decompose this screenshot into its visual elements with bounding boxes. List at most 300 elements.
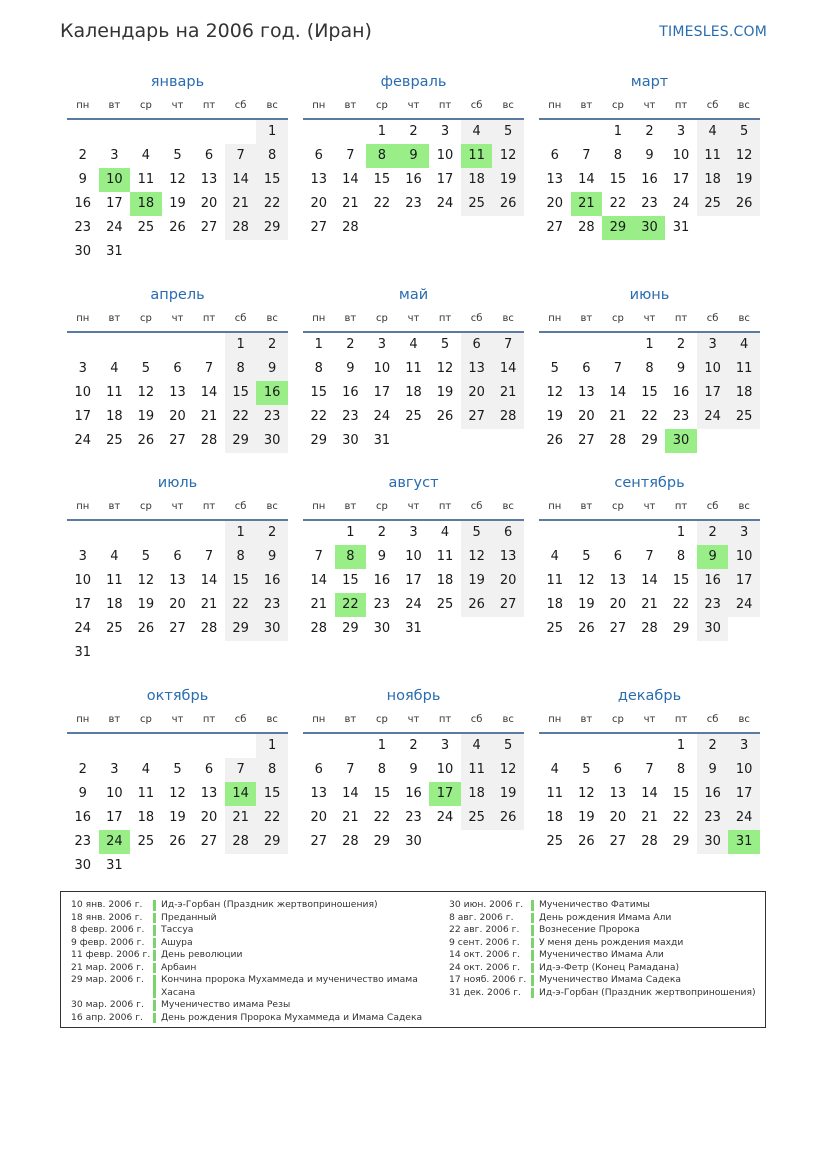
legend-row bbox=[71, 949, 446, 962]
day-cell: 7 bbox=[582, 148, 591, 163]
legend-date: 8 февр. 2006 г. bbox=[71, 924, 145, 935]
day-cell: 21 bbox=[225, 192, 257, 216]
empty-day-cell bbox=[571, 333, 603, 357]
day-cell: 1 bbox=[377, 124, 387, 139]
holiday-marker bbox=[153, 950, 156, 961]
day-cell: 8 bbox=[335, 545, 367, 569]
day-cell: 1 bbox=[256, 120, 288, 144]
weekday-label: вс bbox=[738, 313, 750, 324]
empty-day-cell bbox=[461, 830, 493, 854]
week-row bbox=[539, 806, 760, 830]
day-cell: 9 bbox=[256, 357, 288, 381]
day-cell: 13 bbox=[169, 573, 186, 588]
week-row bbox=[67, 381, 288, 405]
day-cell: 26 bbox=[492, 806, 524, 830]
empty-day-cell bbox=[162, 734, 194, 758]
weekday-header bbox=[539, 495, 760, 521]
day-cell: 10 bbox=[728, 758, 760, 782]
weekday-label: вс bbox=[738, 714, 750, 725]
legend-holiday-name: У меня день рождения махди bbox=[539, 936, 684, 948]
day-cell: 28 bbox=[225, 216, 257, 240]
day-cell: 27 bbox=[546, 220, 564, 235]
day-cell: 23 bbox=[405, 196, 422, 211]
day-cell: 11 bbox=[461, 144, 493, 168]
day-cell: 16 bbox=[697, 569, 729, 593]
day-cell: 21 bbox=[225, 806, 257, 830]
weekday-label: пн bbox=[76, 313, 90, 324]
day-cell: 22 bbox=[256, 192, 288, 216]
day-cell: 11 bbox=[546, 786, 564, 801]
day-cell: 23 bbox=[672, 409, 690, 424]
day-cell: 25 bbox=[461, 192, 493, 216]
site-link[interactable]: TIMESLES.COM bbox=[659, 24, 767, 40]
day-cell: 6 bbox=[173, 361, 182, 376]
day-cell: 6 bbox=[314, 148, 323, 163]
day-cell: 8 bbox=[645, 361, 654, 376]
day-cell: 30 bbox=[634, 216, 666, 240]
day-cell: 13 bbox=[546, 172, 564, 187]
day-cell: 23 bbox=[697, 806, 729, 830]
day-cell: 31 bbox=[672, 220, 690, 235]
day-cell: 27 bbox=[169, 433, 186, 448]
empty-day-cell bbox=[67, 120, 99, 144]
legend-holiday-name: Мученичество имама Резы bbox=[161, 999, 291, 1010]
empty-day-cell bbox=[99, 734, 131, 758]
weekday-header bbox=[303, 307, 524, 333]
holiday-marker bbox=[153, 1000, 156, 1011]
week-row bbox=[539, 521, 760, 545]
day-cell: 21 bbox=[342, 196, 359, 211]
week-row bbox=[539, 333, 760, 357]
weekday-label: чт bbox=[407, 313, 420, 324]
day-cell: 30 bbox=[256, 429, 288, 453]
weekday-label: пн bbox=[76, 714, 90, 725]
day-cell: 30 bbox=[373, 621, 391, 636]
day-cell: 11 bbox=[106, 573, 123, 588]
day-cell: 15 bbox=[672, 573, 690, 588]
weekday-label: пн bbox=[76, 100, 90, 111]
day-cell: 1 bbox=[256, 734, 288, 758]
empty-day-cell bbox=[429, 617, 461, 641]
day-cell: 10 bbox=[436, 148, 454, 163]
day-cell: 20 bbox=[200, 196, 218, 211]
week-row bbox=[67, 240, 288, 264]
week-row bbox=[539, 429, 760, 453]
weekday-label: ср bbox=[139, 501, 152, 512]
day-cell: 31 bbox=[106, 244, 123, 259]
day-cell: 17 bbox=[74, 597, 92, 612]
holiday-marker bbox=[153, 975, 156, 998]
day-cell: 2 bbox=[676, 337, 686, 352]
week-row bbox=[67, 854, 288, 878]
day-cell: 30 bbox=[74, 858, 92, 873]
page-title: Календарь на 2006 год. (Иран) bbox=[60, 20, 372, 42]
day-cell: 2 bbox=[256, 333, 288, 357]
weekday-label: вс bbox=[502, 714, 514, 725]
day-cell: 19 bbox=[728, 168, 760, 192]
day-cell: 5 bbox=[173, 762, 182, 777]
holiday-marker bbox=[531, 988, 534, 999]
week-row bbox=[539, 120, 760, 144]
day-cell: 11 bbox=[461, 758, 493, 782]
month-block bbox=[67, 70, 288, 264]
day-cell: 1 bbox=[645, 337, 654, 352]
weekday-header bbox=[539, 307, 760, 333]
day-cell: 6 bbox=[613, 549, 623, 564]
month-name: август bbox=[388, 475, 439, 491]
day-cell: 27 bbox=[461, 405, 493, 429]
day-cell: 17 bbox=[106, 196, 123, 211]
weekday-label: сб bbox=[234, 501, 247, 512]
day-cell: 8 bbox=[676, 549, 686, 564]
month-block bbox=[303, 283, 524, 453]
empty-day-cell bbox=[303, 521, 335, 545]
day-cell: 21 bbox=[641, 597, 658, 612]
day-cell: 25 bbox=[137, 220, 155, 235]
legend-holiday-name: День революции bbox=[161, 949, 243, 960]
day-cell: 4 bbox=[461, 734, 493, 758]
day-cell: 30 bbox=[697, 830, 729, 854]
day-cell: 1 bbox=[346, 525, 355, 540]
empty-day-cell bbox=[99, 333, 131, 357]
day-cell: 25 bbox=[461, 806, 493, 830]
day-cell: 11 bbox=[106, 385, 123, 400]
legend-row bbox=[71, 937, 446, 950]
day-cell: 29 bbox=[310, 433, 328, 448]
day-cell: 22 bbox=[373, 810, 391, 825]
day-cell: 19 bbox=[137, 409, 155, 424]
day-cell: 26 bbox=[728, 192, 760, 216]
day-cell: 18 bbox=[461, 168, 493, 192]
day-cell: 3 bbox=[697, 333, 729, 357]
weekday-label: вт bbox=[580, 100, 593, 111]
week-row bbox=[539, 830, 760, 854]
day-cell: 6 bbox=[492, 521, 524, 545]
day-cell: 24 bbox=[728, 593, 760, 617]
day-cell: 2 bbox=[78, 148, 87, 163]
month-block bbox=[67, 283, 288, 453]
weekday-header bbox=[67, 307, 288, 333]
day-cell: 12 bbox=[578, 786, 595, 801]
week-row bbox=[303, 734, 524, 758]
day-cell: 2 bbox=[697, 734, 729, 758]
day-cell: 26 bbox=[578, 621, 595, 636]
week-row bbox=[67, 830, 288, 854]
day-cell: 18 bbox=[106, 597, 123, 612]
weekday-header bbox=[303, 94, 524, 120]
day-cell: 13 bbox=[461, 357, 493, 381]
empty-day-cell bbox=[697, 216, 729, 240]
day-cell: 10 bbox=[106, 786, 123, 801]
day-cell: 23 bbox=[641, 196, 658, 211]
day-cell: 3 bbox=[728, 734, 760, 758]
day-cell: 10 bbox=[697, 357, 729, 381]
day-cell: 17 bbox=[106, 810, 123, 825]
legend-row bbox=[71, 999, 446, 1012]
day-cell: 24 bbox=[405, 597, 422, 612]
day-cell: 20 bbox=[492, 569, 524, 593]
day-cell: 17 bbox=[672, 172, 690, 187]
day-cell: 1 bbox=[225, 521, 257, 545]
legend-date: 11 февр. 2006 г. bbox=[71, 949, 151, 960]
day-cell: 14 bbox=[310, 573, 328, 588]
empty-day-cell bbox=[571, 521, 603, 545]
day-cell: 20 bbox=[578, 409, 595, 424]
day-cell: 11 bbox=[546, 573, 564, 588]
weekday-label: ср bbox=[375, 501, 388, 512]
weekday-label: вс bbox=[738, 501, 750, 512]
month-name: март bbox=[630, 74, 669, 90]
weekday-label: сб bbox=[470, 313, 483, 324]
week-row bbox=[303, 168, 524, 192]
day-cell: 22 bbox=[310, 409, 328, 424]
day-cell: 16 bbox=[74, 810, 92, 825]
empty-day-cell bbox=[728, 216, 760, 240]
day-cell: 7 bbox=[613, 361, 623, 376]
day-cell: 19 bbox=[169, 810, 186, 825]
legend-row bbox=[71, 899, 446, 912]
holiday-marker bbox=[531, 975, 534, 986]
week-row bbox=[67, 168, 288, 192]
holiday-marker bbox=[531, 925, 534, 936]
legend-holiday-name: Ид-э-Горбан (Праздник жертвоприношения) bbox=[539, 986, 756, 998]
week-row bbox=[539, 381, 760, 405]
day-cell: 16 bbox=[373, 573, 391, 588]
empty-day-cell bbox=[366, 216, 398, 240]
day-cell: 17 bbox=[697, 381, 729, 405]
legend-date: 14 окт. 2006 г. bbox=[449, 949, 521, 960]
month-name: ноябрь bbox=[386, 688, 441, 704]
day-cell: 25 bbox=[728, 405, 760, 429]
holiday-legend bbox=[60, 891, 766, 1028]
weekday-label: пн bbox=[312, 714, 326, 725]
weekday-label: вт bbox=[344, 714, 357, 725]
empty-day-cell bbox=[602, 734, 634, 758]
day-cell: 18 bbox=[106, 409, 123, 424]
day-cell: 19 bbox=[137, 597, 155, 612]
day-cell: 22 bbox=[225, 405, 257, 429]
day-cell: 17 bbox=[74, 409, 92, 424]
day-cell: 26 bbox=[492, 192, 524, 216]
day-cell: 10 bbox=[436, 762, 454, 777]
empty-day-cell bbox=[256, 854, 288, 878]
day-cell: 5 bbox=[728, 120, 760, 144]
month-name: октябрь bbox=[146, 688, 209, 704]
day-cell: 13 bbox=[310, 786, 328, 801]
legend-row bbox=[449, 949, 761, 962]
day-cell: 23 bbox=[373, 597, 391, 612]
day-cell: 24 bbox=[672, 196, 690, 211]
day-cell: 23 bbox=[256, 593, 288, 617]
day-cell: 20 bbox=[310, 196, 328, 211]
day-cell: 26 bbox=[436, 409, 454, 424]
day-cell: 21 bbox=[641, 810, 658, 825]
empty-day-cell bbox=[539, 120, 571, 144]
empty-day-cell bbox=[697, 429, 729, 453]
day-cell: 27 bbox=[492, 593, 524, 617]
weekday-label: пт bbox=[438, 714, 452, 725]
holiday-marker bbox=[153, 913, 156, 924]
day-cell: 26 bbox=[546, 433, 564, 448]
day-cell: 20 bbox=[169, 597, 186, 612]
day-cell: 31 bbox=[728, 830, 760, 854]
day-cell: 10 bbox=[74, 573, 92, 588]
week-row bbox=[67, 521, 288, 545]
legend-date: 22 авг. 2006 г. bbox=[449, 924, 520, 935]
day-cell: 8 bbox=[366, 144, 398, 168]
holiday-marker bbox=[153, 963, 156, 974]
day-cell: 28 bbox=[641, 834, 658, 849]
empty-day-cell bbox=[398, 429, 430, 453]
day-cell: 15 bbox=[373, 786, 391, 801]
empty-day-cell bbox=[571, 120, 603, 144]
day-cell: 21 bbox=[200, 409, 218, 424]
day-cell: 15 bbox=[373, 172, 391, 187]
day-cell: 14 bbox=[492, 357, 524, 381]
day-cell: 14 bbox=[641, 786, 658, 801]
day-cell: 14 bbox=[200, 385, 218, 400]
weekday-label: пн bbox=[312, 501, 326, 512]
empty-day-cell bbox=[162, 521, 194, 545]
day-cell: 22 bbox=[225, 593, 257, 617]
month-block bbox=[303, 471, 524, 641]
day-cell: 10 bbox=[728, 545, 760, 569]
empty-day-cell bbox=[67, 521, 99, 545]
day-cell: 9 bbox=[697, 758, 729, 782]
day-cell: 9 bbox=[398, 144, 430, 168]
day-cell: 2 bbox=[409, 738, 418, 753]
weekday-label: вт bbox=[580, 313, 593, 324]
empty-day-cell bbox=[130, 120, 162, 144]
day-cell: 2 bbox=[409, 124, 418, 139]
day-cell: 14 bbox=[342, 786, 359, 801]
day-cell: 31 bbox=[373, 433, 391, 448]
weekday-header bbox=[303, 708, 524, 734]
holiday-marker bbox=[153, 1013, 156, 1024]
week-row bbox=[303, 782, 524, 806]
weekday-label: пт bbox=[674, 714, 688, 725]
month-block bbox=[539, 283, 760, 453]
day-cell: 9 bbox=[256, 545, 288, 569]
week-row bbox=[539, 617, 760, 641]
day-cell: 14 bbox=[578, 172, 595, 187]
day-cell: 3 bbox=[440, 738, 450, 753]
day-cell: 29 bbox=[602, 216, 634, 240]
weekday-label: чт bbox=[171, 313, 184, 324]
day-cell: 5 bbox=[582, 549, 591, 564]
day-cell: 23 bbox=[74, 834, 92, 849]
week-row bbox=[539, 168, 760, 192]
day-cell: 10 bbox=[672, 148, 690, 163]
day-cell: 6 bbox=[582, 361, 591, 376]
month-block bbox=[539, 684, 760, 854]
day-cell: 25 bbox=[405, 409, 422, 424]
empty-day-cell bbox=[602, 521, 634, 545]
empty-day-cell bbox=[461, 216, 493, 240]
week-row bbox=[303, 405, 524, 429]
weekday-label: пт bbox=[202, 313, 216, 324]
month-block bbox=[539, 70, 760, 240]
legend-row bbox=[449, 899, 761, 912]
weekday-label: пт bbox=[202, 501, 216, 512]
week-row bbox=[303, 333, 524, 357]
day-cell: 3 bbox=[440, 124, 450, 139]
weekday-label: сб bbox=[470, 714, 483, 725]
holiday-marker bbox=[153, 938, 156, 949]
day-cell: 23 bbox=[342, 409, 359, 424]
day-cell: 3 bbox=[78, 361, 87, 376]
weekday-label: ср bbox=[139, 714, 152, 725]
day-cell: 18 bbox=[436, 573, 454, 588]
month-block bbox=[67, 684, 288, 878]
day-cell: 11 bbox=[137, 172, 155, 187]
day-cell: 2 bbox=[377, 525, 387, 540]
weekday-label: ср bbox=[375, 313, 388, 324]
day-cell: 22 bbox=[256, 806, 288, 830]
day-cell: 22 bbox=[641, 409, 658, 424]
legend-date: 17 нояб. 2006 г. bbox=[449, 974, 527, 985]
day-cell: 20 bbox=[609, 810, 627, 825]
day-cell: 1 bbox=[225, 333, 257, 357]
empty-day-cell bbox=[429, 830, 461, 854]
weekday-label: вт bbox=[108, 501, 121, 512]
day-cell: 11 bbox=[697, 144, 729, 168]
day-cell: 6 bbox=[173, 549, 182, 564]
legend-holiday-name: Кончина пророка Мухаммеда и мученичество имама Хасана bbox=[161, 974, 418, 998]
empty-day-cell bbox=[492, 830, 524, 854]
day-cell: 19 bbox=[578, 810, 595, 825]
empty-day-cell bbox=[634, 734, 666, 758]
day-cell: 14 bbox=[342, 172, 359, 187]
day-cell: 23 bbox=[256, 405, 288, 429]
legend-date: 30 мар. 2006 г. bbox=[71, 999, 144, 1010]
day-cell: 29 bbox=[256, 216, 288, 240]
day-cell: 4 bbox=[550, 549, 559, 564]
weekday-label: чт bbox=[171, 714, 184, 725]
empty-day-cell bbox=[492, 216, 524, 240]
weekday-label: пт bbox=[674, 100, 688, 111]
week-row bbox=[67, 641, 288, 665]
empty-day-cell bbox=[130, 521, 162, 545]
day-cell: 16 bbox=[342, 385, 359, 400]
day-cell: 12 bbox=[578, 573, 595, 588]
empty-day-cell bbox=[571, 734, 603, 758]
day-cell: 3 bbox=[377, 337, 387, 352]
day-cell: 9 bbox=[78, 786, 87, 801]
day-cell: 11 bbox=[728, 357, 760, 381]
day-cell: 5 bbox=[492, 120, 524, 144]
day-cell: 29 bbox=[672, 621, 690, 636]
week-row bbox=[539, 144, 760, 168]
empty-day-cell bbox=[162, 641, 194, 665]
day-cell: 31 bbox=[106, 858, 123, 873]
day-cell: 8 bbox=[676, 762, 686, 777]
weekday-label: пн bbox=[76, 501, 90, 512]
day-cell: 7 bbox=[204, 549, 214, 564]
legend-date: 21 мар. 2006 г. bbox=[71, 961, 144, 973]
day-cell: 5 bbox=[492, 734, 524, 758]
legend-holiday-name: Вознесение Пророка bbox=[539, 924, 640, 935]
month-name: май bbox=[398, 287, 429, 303]
day-cell: 24 bbox=[436, 196, 454, 211]
day-cell: 30 bbox=[405, 834, 422, 849]
day-cell: 5 bbox=[440, 337, 450, 352]
day-cell: 8 bbox=[613, 148, 623, 163]
day-cell: 18 bbox=[130, 192, 162, 216]
day-cell: 8 bbox=[256, 758, 288, 782]
day-cell: 10 bbox=[99, 168, 131, 192]
day-cell: 27 bbox=[578, 433, 595, 448]
